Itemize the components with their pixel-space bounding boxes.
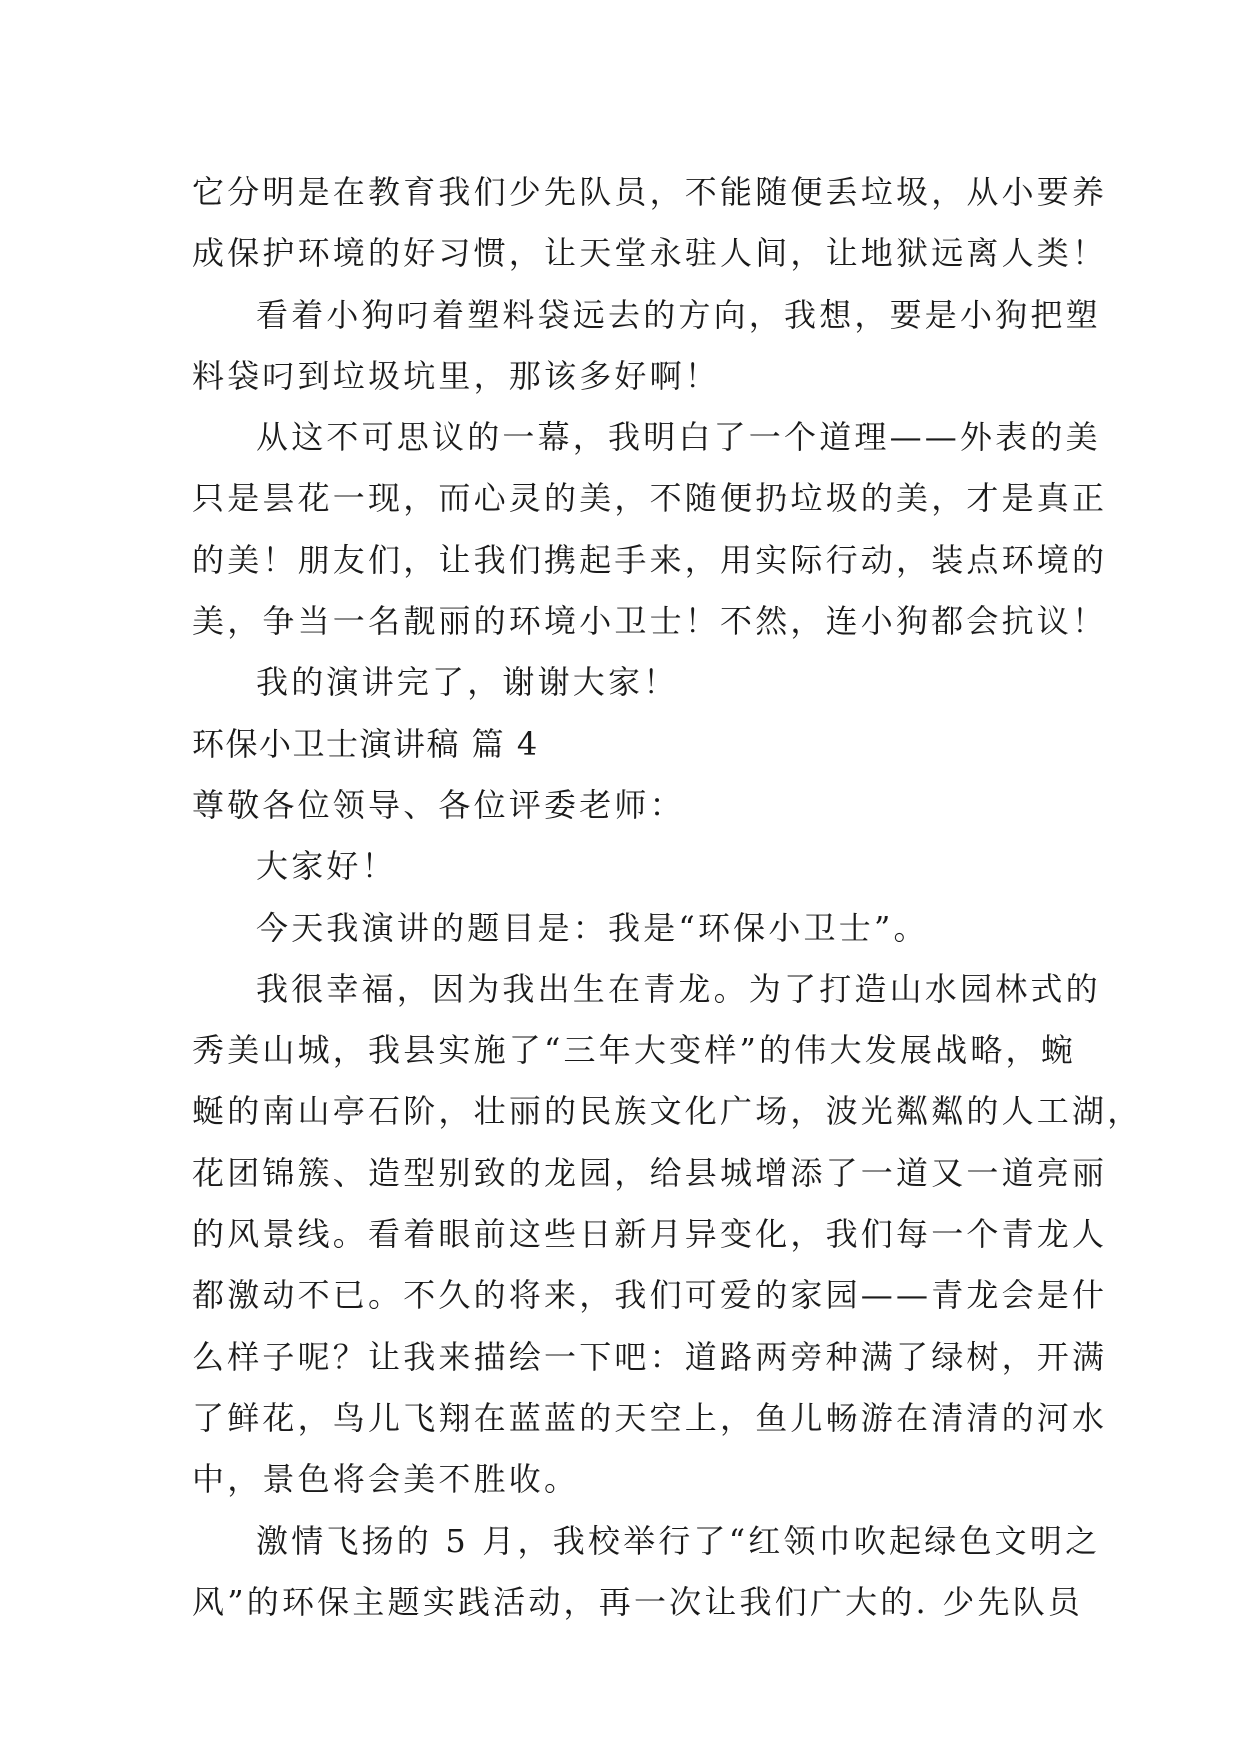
text-line: 成保护环境的好习惯，让天堂永驻人间，让地狱远离人类！ <box>192 234 1108 273</box>
text-line: 我很幸福，因为我出生在青龙。为了打造山水园林式的 <box>256 969 1101 1008</box>
section-heading: 环保小卫士演讲稿 篇 4 <box>192 724 539 763</box>
text-line: 料袋叼到垃圾坑里，那该多好啊！ <box>192 356 721 395</box>
text-line: 了鲜花，鸟儿飞翔在蓝蓝的天空上，鱼儿畅游在清清的河水 <box>192 1398 1108 1437</box>
text-line: 今天我演讲的题目是：我是“环保小卫士”。 <box>256 908 929 947</box>
text-line: 从这不可思议的一幕，我明白了一个道理——外表的美 <box>256 418 1101 457</box>
text-line: 的美！朋友们，让我们携起手来，用实际行动，装点环境的 <box>192 540 1108 579</box>
greeting: 大家好！ <box>256 847 397 886</box>
document-page <box>192 162 1143 1633</box>
text-line: 么样子呢？让我来描绘一下吧：道路两旁种满了绿树，开满 <box>192 1337 1108 1376</box>
text-line: 的风景线。看着眼前这些日新月异变化，我们每一个青龙人 <box>192 1215 1108 1254</box>
text-line: 激情飞扬的 5 月，我校举行了“红领巾吹起绿色文明之 <box>256 1521 1101 1560</box>
text-line: 美，争当一名靓丽的环境小卫士！不然，连小狗都会抗议！ <box>192 602 1108 641</box>
text-line: 只是昙花一现，而心灵的美，不随便扔垃圾的美，才是真正 <box>192 479 1108 518</box>
text-line: 都激动不已。不久的将来，我们可爱的家园——青龙会是什 <box>192 1276 1108 1315</box>
text-line: 风”的环保主题实践活动，再一次让我们广大的. 少先队员 <box>192 1582 1084 1621</box>
text-line: 中，景色将会美不胜收。 <box>192 1460 580 1499</box>
text-line: 看着小狗叼着塑料袋远去的方向，我想，要是小狗把塑 <box>256 295 1101 334</box>
text-line: 秀美山城，我县实施了“三年大变样”的伟大发展战略，蜿 <box>192 1031 1076 1070</box>
text-line: 它分明是在教育我们少先队员，不能随便丢垃圾，从小要养 <box>192 173 1108 211</box>
text-line: 蜒的南山亭石阶，壮丽的民族文化广场，波光粼粼的人工湖， <box>192 1092 1143 1131</box>
text-line: 花团锦簇、造型别致的龙园，给县城增添了一道又一道亮丽 <box>192 1153 1108 1192</box>
salutation: 尊敬各位领导、各位评委老师： <box>192 785 685 824</box>
text-line: 我的演讲完了，谢谢大家！ <box>256 663 679 702</box>
